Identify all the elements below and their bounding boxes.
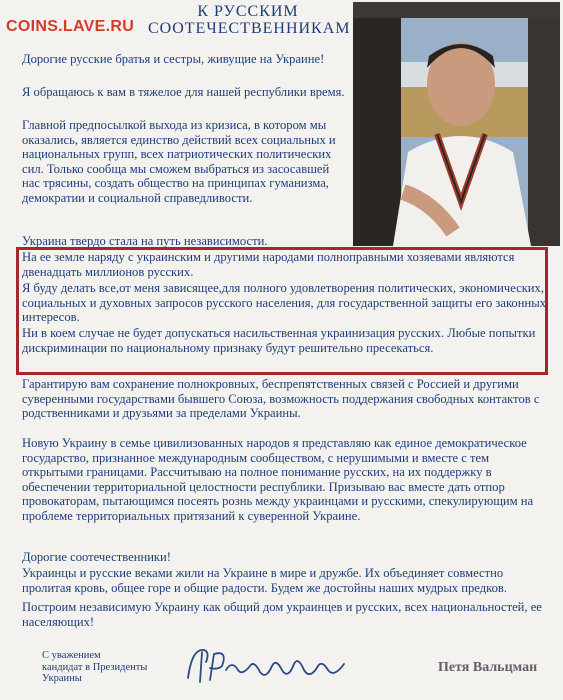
handwritten-signature: [180, 640, 370, 690]
footer-regards-line-3: Украины: [42, 673, 82, 684]
paragraph-address: Дорогие соотечественники!: [22, 550, 171, 564]
paragraph-closing: Построим независимую Украину как общий дом украинцев и русских, всех национальностей, ее населяющих!: [22, 600, 542, 629]
heading-line-1: К РУССКИМ: [197, 3, 299, 20]
footer-name: Петя Вальцман: [438, 660, 538, 675]
watermark: COINS.LAVE.RU: [6, 18, 135, 35]
page-heading: [148, 3, 351, 37]
highlight-paragraph-1: На ее земле наряду с украинским и другими народами полноправными хозяевами являются двенадцать миллионов русских.: [22, 250, 515, 279]
heading-line-2: СООТЕЧЕСТВЕННИКАМ: [148, 20, 351, 37]
footer-regards-line-2: кандидат в Президенты: [42, 661, 148, 673]
paragraph-new-ukraine: Новую Украину в семье цивилизованных народов я представляю как единое демократическое государство, признанное международным сообществом, с нерушимыми и вместе с тем открытыми границами. Рассчитываю на полное понимание русских, на их поддержку в обеспечении территориальной целостности республики. Призываю вас вместе дать отпор провокаторам, пытающимся посеять рознь между украинцами и русскими, спекулирующим на проблеме территориальных притязаний к суверенной Украине.: [22, 436, 534, 523]
paragraph-guarantee: Гарантирую вам сохранение полнокровных, беспрепятственных связей с Россией и другими суверенными государствами бывшего Союза, возможность поддержания свободных контактов с родственниками и друзьями за пределами Украины.: [22, 377, 540, 421]
portrait-illustration: [353, 2, 560, 246]
footer-regards-line-1: С уважением: [42, 650, 101, 661]
highlight-paragraph-3: Ни в коем случае не будет допускаться насильственная украинизация русских. Любые попытки дискриминации по национальному признаку будут решительно пресекаться.: [22, 326, 536, 355]
paragraph-appeal: Я обращаюсь к вам в тяжелое для нашей республики время.: [22, 85, 345, 99]
paragraph-independence: Украина твердо стала на путь независимости.: [22, 234, 268, 248]
footer-regards: [42, 650, 202, 685]
paragraph-greeting: Дорогие русские братья и сестры, живущие на Украине!: [22, 52, 325, 66]
portrait-photo: [353, 2, 560, 246]
highlight-paragraph-2: Я буду делать все,от меня зависящее,для полного удовлетворения политических, экономических, социальных и духовных запросов русского населения, для государственной защиты его законных интересов.: [22, 281, 546, 325]
paragraph-unity: Главной предпосылкой выхода из кризиса, в котором мы оказались, является единство действий всех социальных и национальных групп, всех патриотических политических сил. Только сообща мы сможем выбраться из засосавшей нас трясины, создать общество на принципах гуманизма, демократии и социальной справедливости.: [22, 118, 336, 205]
paragraph-friendship: Украинцы и русские веками жили на Украине в мире и дружбе. Их объединяет совместно пролитая кровь, общее горе и общие радости. Будем же достойны наших мудрых предков.: [22, 566, 507, 595]
